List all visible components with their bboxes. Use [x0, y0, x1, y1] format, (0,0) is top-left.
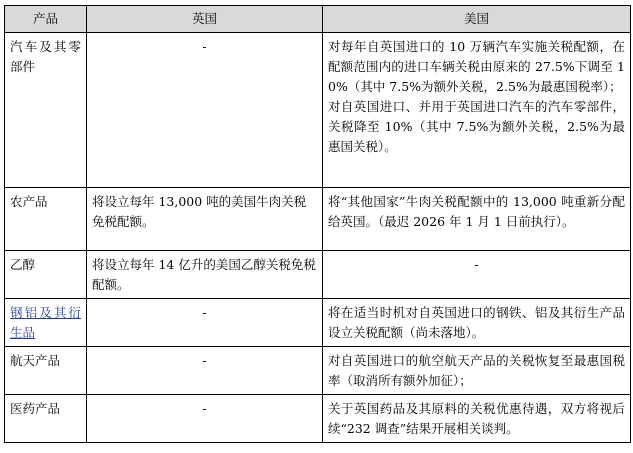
category-cell: 医药产品	[5, 395, 87, 443]
header-product: 产品	[5, 6, 87, 33]
us-measure-paragraph: 将“其他国家”牛肉关税配额中的 13,000 吨重新分配给英国。（最迟 2026 年 1 月 1 日前执行）。	[328, 194, 625, 229]
table-row-agriculture	[5, 188, 631, 251]
tariff-comparison-table	[4, 5, 631, 443]
uk-measure-cell: 将设立每年 13,000 吨的美国牛肉关税免税配额。	[87, 188, 323, 251]
us-measure-cell	[323, 347, 631, 395]
us-measure-paragraph: 对每年自英国进口的 10 万辆汽车实施关税配额，在配额范围内的进口车辆关税由原来的 27.5%下调至 10%（其中 7.5%为额外关税，2.5%为最惠国税率）；	[328, 39, 625, 94]
table-row-aerospace	[5, 347, 631, 395]
category-cell	[5, 299, 87, 347]
uk-measure-cell: -	[87, 299, 323, 347]
category-cell: 乙醇	[5, 251, 87, 299]
uk-measure-cell: -	[87, 33, 323, 188]
table-row-autos	[5, 33, 631, 188]
us-measure-paragraph: 对自英国进口的航空航天产品的关税恢复至最惠国税率（取消所有额外加征）；	[328, 353, 625, 388]
table-row-ethanol	[5, 251, 631, 299]
us-measure-paragraph: 将在适当时机对自英国进口的钢铁、铝及其衍生产品设立关税配额（尚未落地）。	[328, 305, 625, 340]
category-cell: 航天产品	[5, 347, 87, 395]
uk-measure-cell: 将设立每年 14 亿升的美国乙醇关税免税配额。	[87, 251, 323, 299]
us-measure-cell	[323, 395, 631, 443]
table-header-row	[5, 6, 631, 33]
category-cell: 农产品	[5, 188, 87, 251]
us-measure-cell	[323, 33, 631, 188]
header-us: 美国	[323, 6, 631, 33]
category-link[interactable]: 钢铝及其衍生品	[10, 305, 81, 340]
table-row-steel-aluminum	[5, 299, 631, 347]
us-measure-cell	[323, 188, 631, 251]
table-row-pharma	[5, 395, 631, 443]
uk-measure-cell: -	[87, 347, 323, 395]
us-measure-cell	[323, 251, 631, 299]
us-measure-paragraph: 对自英国进口、并用于英国进口汽车的汽车零部件，关税降至 10%（其中 7.5%为额外关税，2.5%为最惠国关税）。	[328, 99, 625, 154]
header-uk: 英国	[87, 6, 323, 33]
us-measure-paragraph: -	[474, 257, 479, 272]
category-cell: 汽车及其零部件	[5, 33, 87, 188]
us-measure-cell	[323, 299, 631, 347]
uk-measure-cell: -	[87, 395, 323, 443]
us-measure-paragraph: 关于英国药品及其原料的关税优惠待遇，双方将视后续“232 调查”结果开展相关谈判。	[328, 401, 625, 436]
